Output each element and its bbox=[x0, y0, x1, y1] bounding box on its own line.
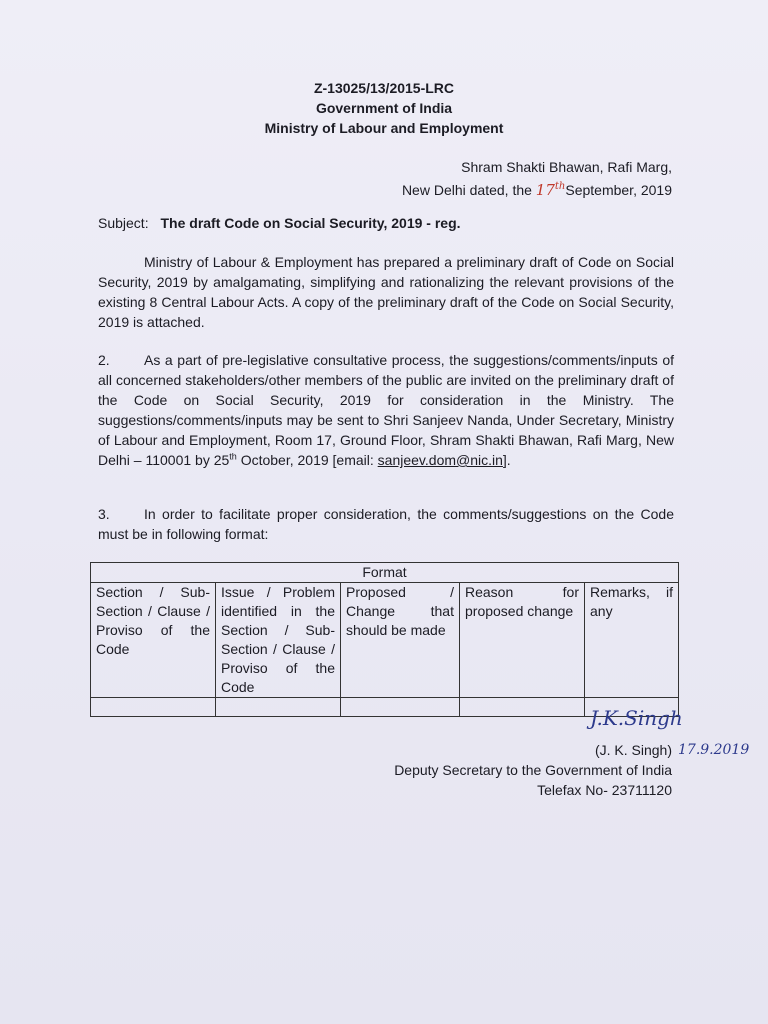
handwritten-signature: J.K.Singh bbox=[590, 706, 683, 730]
paragraph-2 bbox=[98, 350, 674, 470]
subject-line bbox=[98, 215, 674, 231]
table-header-cell: Section / Sub-Section / Clause / Proviso of the Code bbox=[91, 583, 216, 698]
handwritten-date: 17.9.2019 bbox=[678, 742, 750, 758]
table-cell bbox=[216, 698, 341, 717]
table-header-row bbox=[91, 583, 679, 698]
paragraph-text: As a part of pre-legislative consultative process, the suggestions/comments/inputs of all concerned stakeholders/other members of the public are invited on the preliminary draft of the Code on Social Security, 2019 for consideration in the Ministry. The suggestions/comments/inputs may be sent to Shri Sanjeev Nanda, Under Secretary, Ministry of Labour and Employment, Room 17, Ground Floor, Shram Shakti Bhawan, Rafi Marg, New Delhi – 110001 by 25 bbox=[98, 352, 674, 468]
paragraph-text: In order to facilitate proper consideration, the comments/suggestions on the Code must be in following format: bbox=[98, 506, 674, 542]
paragraph-text-cont: October, 2019 [email: bbox=[236, 452, 378, 468]
ministry-name: Ministry of Labour and Employment bbox=[264, 120, 504, 136]
ordinal-suffix: th bbox=[229, 451, 237, 462]
signatory-name: (J. K. Singh) bbox=[594, 742, 672, 758]
handwritten-day: 17th bbox=[535, 181, 566, 199]
subject-text: The draft Code on Social Security, 2019 - reg. bbox=[160, 215, 461, 231]
paragraph-3 bbox=[98, 504, 674, 544]
dated-suffix: September, 2019 bbox=[565, 182, 672, 198]
table-caption: Format bbox=[91, 563, 679, 583]
table-header-cell: Reason for proposed change bbox=[460, 583, 585, 698]
file-number: Z-13025/13/2015-LRC bbox=[313, 80, 455, 96]
format-table bbox=[90, 562, 679, 717]
letter-header bbox=[0, 78, 768, 138]
date-line bbox=[402, 177, 672, 200]
subject-label: Subject: bbox=[98, 215, 149, 231]
paragraph-1: Ministry of Labour & Employment has prepared a preliminary draft of Code on Social Security, 2019 by amalgamating, simplifying and rationalizing the relevant provisions of the existing 8 Central Labour Acts. A copy of the preliminary draft of the Code on Social Security, 2019 is attached. bbox=[98, 254, 674, 330]
table-header-cell: Issue / Problem identified in the Section / Sub-Section / Clause / Proviso of the Code bbox=[216, 583, 341, 698]
email-link[interactable]: sanjeev.dom@nic.in bbox=[377, 452, 503, 468]
government-name: Government of India bbox=[315, 100, 453, 116]
dated-prefix: New Delhi dated, the bbox=[401, 182, 536, 198]
signature-block bbox=[394, 714, 672, 800]
paragraph-end: ]. bbox=[502, 452, 511, 468]
signatory-designation: Deputy Secretary to the Government of India bbox=[394, 762, 672, 778]
telefax-number: Telefax No- 23711120 bbox=[537, 782, 672, 798]
paragraph-number: 3. bbox=[98, 506, 110, 522]
table-cell bbox=[91, 698, 216, 717]
table-header-cell: Proposed / Change that should be made bbox=[341, 583, 460, 698]
address-line: Shram Shakti Bhawan, Rafi Marg, bbox=[461, 159, 672, 175]
table-header-cell: Remarks, if any bbox=[585, 583, 679, 698]
paragraph-number: 2. bbox=[98, 352, 110, 368]
address-block bbox=[402, 157, 672, 200]
